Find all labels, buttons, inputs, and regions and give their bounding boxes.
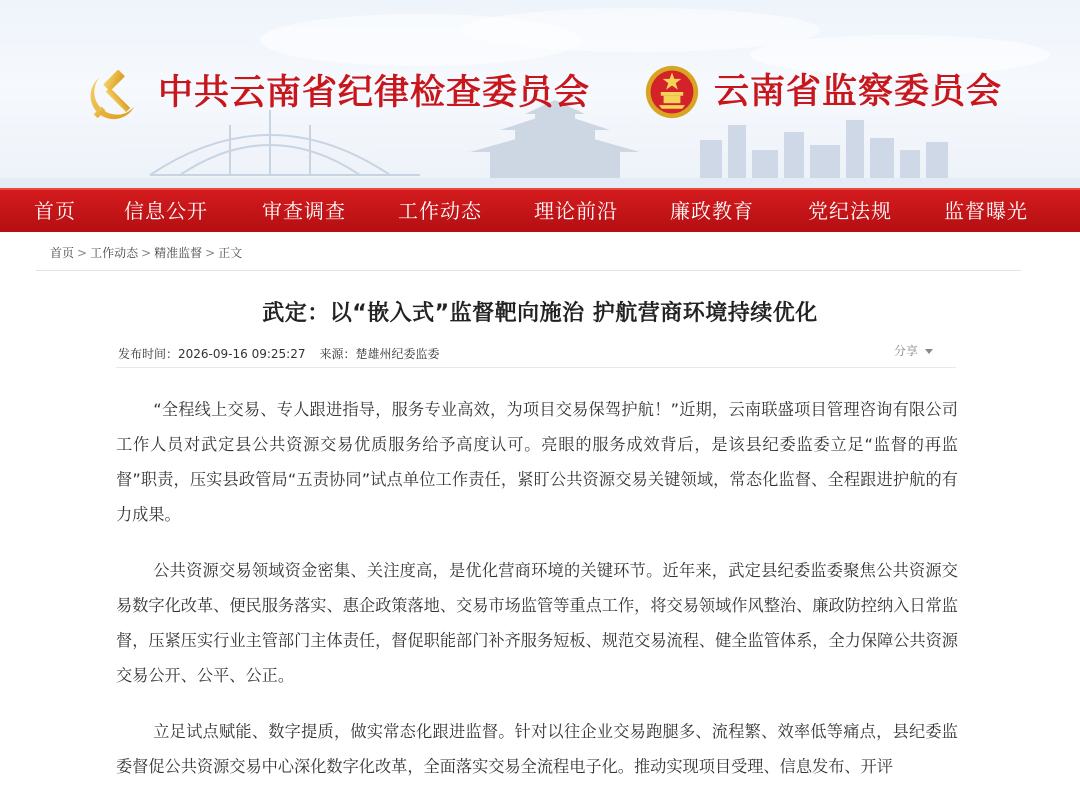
breadcrumb [50, 244, 242, 261]
breadcrumb-precise-supervision[interactable]: 精准监督 [154, 246, 203, 260]
breadcrumb-current: 正文 [218, 246, 243, 260]
nav-item-work-news[interactable]: 工作动态 [398, 199, 482, 223]
nav-item-integrity-edu[interactable]: 廉政教育 [670, 199, 754, 223]
left-org-name: 中共云南省纪律检查委员会 [158, 72, 591, 113]
main-nav [0, 188, 1080, 232]
nav-item-theory[interactable]: 理论前沿 [534, 199, 618, 223]
nav-item-exposure[interactable]: 监督曝光 [944, 199, 1028, 223]
article-paragraph: 公共资源交易领域资金密集、关注度高，是优化营商环境的关键环节。近年来，武定县纪委监委聚焦公共资源交易数字化改革、便民服务落实、惠企政策落地、交易市场监管等重点工作，将交易领域作风整治、廉政防控纳入日常监督，压紧压实行业主管部门主体责任，督促职能部门补齐服务短板、规范交易流程、健全监管体系，全力保障公共资源交易公开、公平、公正。 [116, 561, 958, 685]
share-button[interactable] [894, 342, 933, 359]
breadcrumb-separator: > [77, 246, 88, 260]
breadcrumb-divider [36, 270, 1021, 271]
article-title: 武定：以“嵌入式”监督靶向施治 护航营商环境持续优化 [262, 301, 818, 326]
nav-item-investigation[interactable]: 审查调查 [262, 199, 346, 223]
article-paragraph: 立足试点赋能、数字提质，做实常态化跟进监督。针对以往企业交易跑腿多、流程繁、效率低等痛点，县纪委监委督促公共资源交易中心深化数字化改革，全面落实交易全流程电子化。推动实现项目受理、信息发布、开评 [116, 722, 958, 776]
national-emblem-icon [644, 64, 700, 120]
right-org-logo[interactable] [644, 64, 1002, 120]
site-banner [0, 0, 1080, 188]
breadcrumb-work-news[interactable]: 工作动态 [90, 246, 139, 260]
publish-time: 2026-09-16 09:25:27 [178, 347, 306, 361]
share-label: 分享 [894, 344, 919, 358]
nav-item-regulations[interactable]: 党纪法规 [808, 199, 892, 223]
nav-item-home[interactable]: 首页 [34, 199, 76, 223]
publish-label: 发布时间： [118, 347, 179, 361]
breadcrumb-separator: > [141, 246, 152, 260]
article-meta [118, 345, 440, 362]
breadcrumb-home[interactable]: 首页 [50, 246, 75, 260]
nav-item-info-public[interactable]: 信息公开 [124, 199, 208, 223]
breadcrumb-separator: > [205, 246, 216, 260]
right-org-name: 云南省监察委员会 [714, 71, 1003, 112]
article-paragraph: “全程线上交易、专人跟进指导，服务专业高效，为项目交易保驾护航！”近期，云南联盛项目管理咨询有限公司工作人员对武定县公共资源交易优质服务给予高度认可。亮眼的服务成效背后，是该县纪委监委立足“监督的再监督”职责，压实县政管局“五责协同”试点单位工作责任，紧盯公共资源交易关键领域，常态化监督、全程跟进护航的有力成果。 [116, 400, 958, 524]
source-label: 来源： [319, 347, 356, 361]
caret-down-icon [925, 349, 933, 355]
hammer-sickle-emblem-icon [86, 64, 144, 122]
left-org-logo[interactable] [86, 64, 590, 122]
source-value: 楚雄州纪委监委 [355, 347, 440, 361]
article-body [116, 392, 958, 805]
meta-divider [116, 367, 956, 368]
